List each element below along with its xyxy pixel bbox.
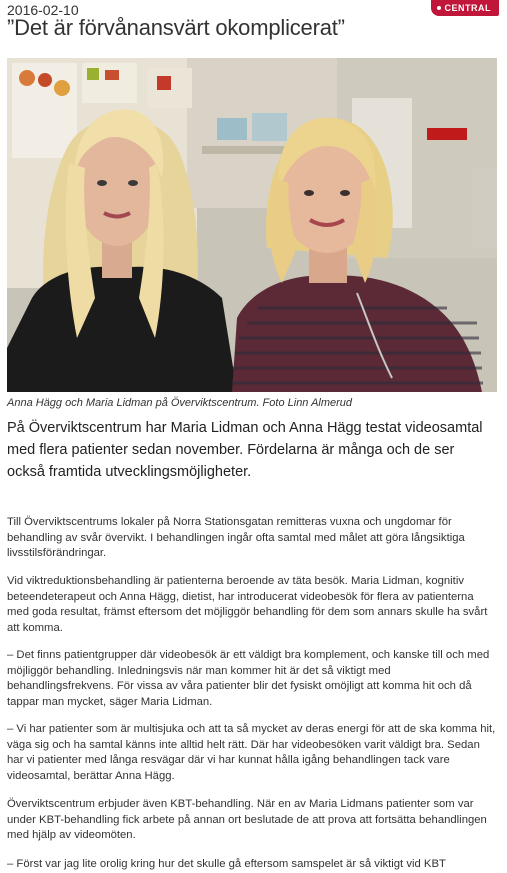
article-title: ”Det är förvånansvärt okomplicerat” <box>7 15 345 40</box>
paragraph-2: Vid viktreduktionsbehandling är patienterna beroende av täta besök. Maria Lidman, kognitiv beteendeterapeut och Anna Hägg, dietist, har introducerat videobesök för flera av patienterna med goda resultat, främst eftersom det möjliggör behandling för dem som annars skulle ha svårt att komma. <box>7 575 488 634</box>
paragraph-5: Överviktscentrum erbjuder även KBT-behandling. När en av Maria Lidmans patienter som var under KBT-behandling fick arbete på annan ort beslutade de att prova att fortsätta behandlingen med hjälp av videomöten. <box>7 798 487 841</box>
paragraph-4: – Vi har patienter som är multisjuka och att ta så mycket av deras energi för att de ska komma hit, väga sig och ha samtal känns inte alltid helt rätt. Där har videobesöken varit väldigt bra. Sedan har vi patienter med långa resvägar där vi har kunnat hålla igång behandlingen tack vare videosamtal, berättar Anna Hägg. <box>7 723 496 782</box>
photo-caption: Anna Hägg och Maria Lidman på Överviktscentrum. Foto Linn Almerud <box>7 397 353 409</box>
paragraph-3: – Det finns patientgrupper där videobesök är ett väldigt bra komplement, och kanske till och med möjliggör behandling. Inledningsvis när man kommer hit är det så viktigt med behandlingsfrekvens. För vissa av våra patienter blir det fysiskt omöjligt att komma hit och då tappar man mycket, säger Maria Lidman. <box>7 649 490 708</box>
paragraph-1: Till Överviktscentrums lokaler på Norra Stationsgatan remitteras vuxna och ungdomar för behandling av svår övervikt. I behandlingen ingår ofta samtal med målet att göra långsiktiga livsstilsförändringar. <box>7 516 465 559</box>
article-photo <box>7 58 497 392</box>
paragraph-6: – Först var jag lite orolig kring hur det skulle gå eftersom samspelet är så viktigt vid KBT <box>7 858 446 870</box>
article-lead: På Överviktscentrum har Maria Lidman och Anna Hägg testat videosamtal med flera patienter sedan november. Fördelarna är många och de ser också framtida utvecklingsmöjligheter. <box>7 420 483 480</box>
article-date: 2016-02-10 <box>7 2 79 18</box>
category-badge[interactable]: CENTRAL <box>431 0 500 16</box>
